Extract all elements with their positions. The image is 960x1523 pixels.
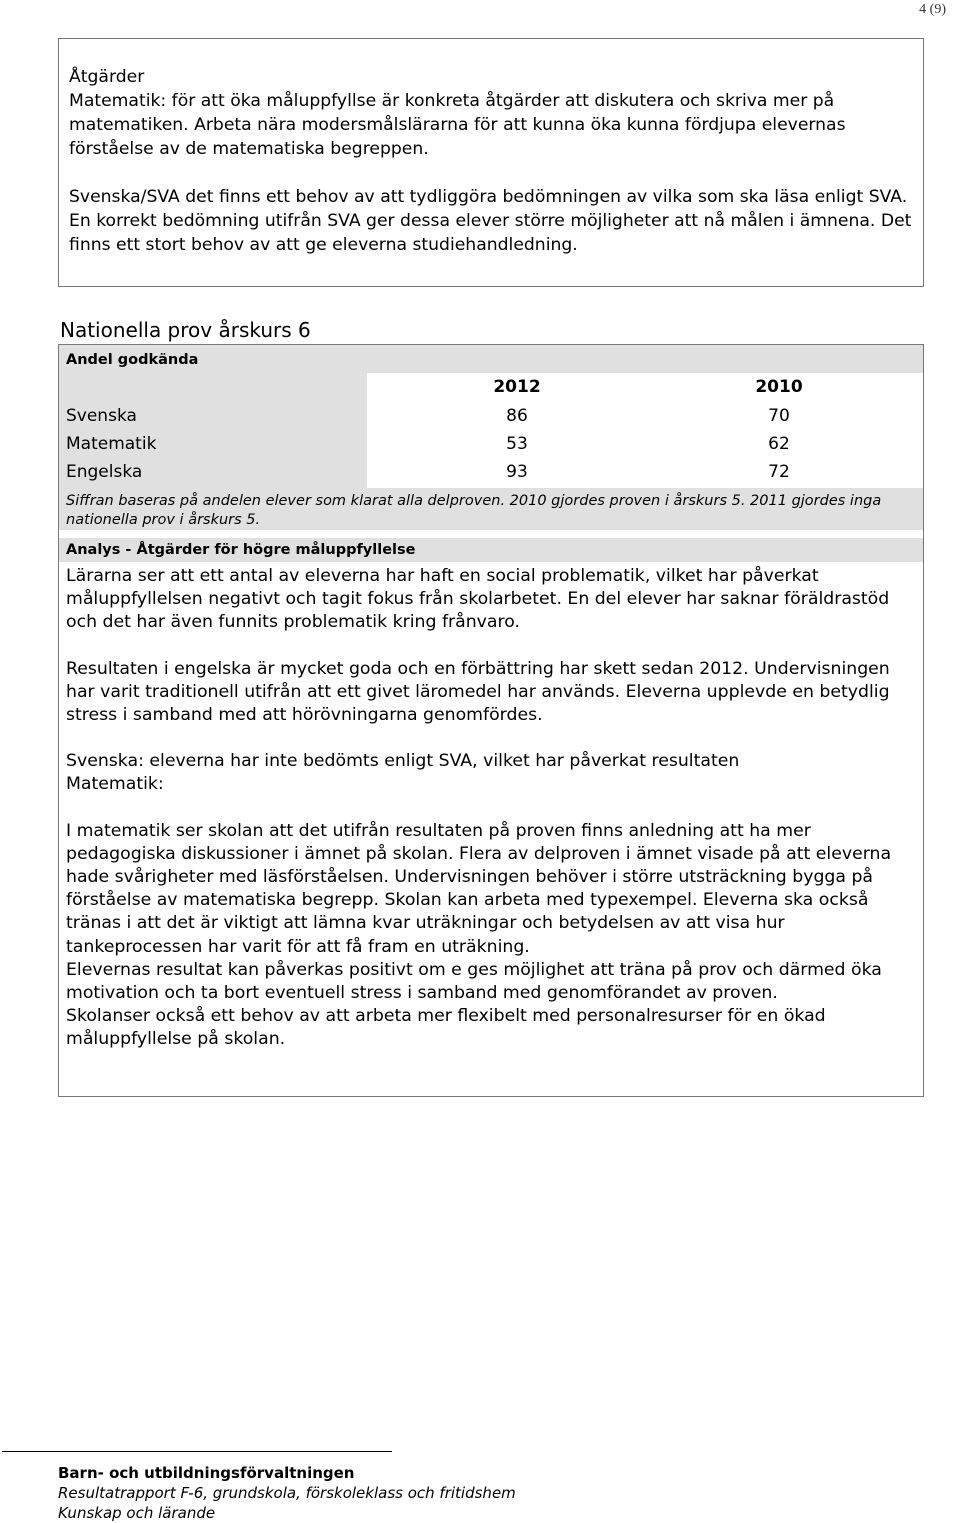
atgarder-box — [58, 38, 924, 287]
nationella-prov-title: Nationella prov årskurs 6 — [60, 318, 311, 342]
analys-paragraph: Lärarna ser att ett antal av eleverna har haft en social problematik, vilket har påverkat måluppfyllelsen negativt och tagit fokus från skolarbetet. En del elever har saknar föräldrastöd och det har även funnits problematik kring frånvaro. — [66, 566, 890, 633]
analys-paragraph: Matematik: — [66, 774, 164, 795]
value-2010: 62 — [768, 434, 790, 454]
analys-paragraph: Skolanser också ett behov av att arbeta mer flexibelt med personalresurser för en ökad måluppfyllelse på skolan. — [66, 1006, 826, 1050]
value-2012: 93 — [506, 462, 528, 482]
atgarder-matematik-text: Matematik: för att öka måluppfyllse är konkreta åtgärder att diskutera och skriva mer på matematiken. Arbeta nära modersmålslärarna för att kunna öka kunna fördjupa elevernas förståelse av de matematiska begreppen. — [69, 91, 846, 159]
year-header: 2012 — [493, 377, 541, 397]
analys-paragraph: Svenska: eleverna har inte bedömts enligt SVA, vilket har påverkat resultaten — [66, 751, 740, 772]
subject-label: Matematik — [66, 434, 157, 454]
page-number: 4 (9) — [919, 2, 946, 17]
atgarder-heading: Åtgärder — [69, 67, 145, 87]
analys-paragraph: Resultaten i engelska är mycket goda och en förbättring har skett sedan 2012. Undervisningen har varit traditionell utifrån att ett givet läromedel har används. Eleverna upplevde en betydlig stress i samband med att hörövningarna genomfördes. — [66, 658, 890, 726]
analys-paragraph: Elevernas resultat kan påverkas positivt om e ges möjlighet att träna på prov och därmed öka motivation och ta bort eventuell stress i samband med genomförandet av proven. — [66, 959, 882, 1004]
atgarder-svenska-text: Svenska/SVA det finns ett behov av att tydliggöra bedömningen av vilka som ska läsa enligt SVA. En korrekt bedömning utifrån SVA ger dessa elever större möjligheter att nå målen i ämnena. Det finns ett stort behov av att ge eleverna studiehandledning. — [69, 187, 912, 255]
analys-body — [66, 565, 916, 1052]
subject-label: Engelska — [66, 462, 143, 482]
footer-organization: Barn- och utbildningsförvaltningen — [58, 1464, 355, 1482]
footer-department: Kunskap och lärande — [58, 1504, 216, 1522]
footer-divider — [2, 1451, 392, 1452]
table-header-row — [59, 373, 923, 401]
value-2012: 53 — [506, 434, 528, 454]
year-header: 2010 — [755, 377, 803, 397]
footer-report-title: Resultatrapport F-6, grundskola, förskoleklass och fritidshem — [58, 1484, 516, 1502]
table-row — [59, 458, 923, 486]
nationella-prov-box — [58, 344, 924, 1097]
table-note: Siffran baseras på andelen elever som klarat alla delproven. 2010 gjordes proven i årskurs 5. 2011 gjordes inga nationella prov i årskurs 5. — [59, 488, 923, 530]
value-2010: 72 — [768, 462, 790, 482]
value-2010: 70 — [768, 406, 790, 426]
analys-heading: Analys - Åtgärder för högre måluppfyllelse — [59, 538, 923, 562]
analys-paragraph: I matematik ser skolan att det utifrån resultaten på proven finns anledning att ha mer pedagogiska diskussioner i ämnet på skolan. Flera av delproven i ämnet visade på att eleverna hade svårigheter med läsförståelsen. Undervisningen behöver i större utsträckning bygga på förståelse av matematiska begrepp. Skolan kan arbeta med typexempel. Eleverna ska också tränas i att det är viktigt att lämna kvar uträkningar och betydelsen av att visa hur tankeprocessen har varit för att få fram en uträkning. — [66, 820, 892, 957]
footer — [58, 1463, 516, 1523]
table-row — [59, 402, 923, 430]
andel-godkanda-label: Andel godkända — [59, 345, 923, 373]
value-2012: 86 — [506, 406, 528, 426]
subject-label: Svenska — [66, 406, 137, 426]
table-row — [59, 430, 923, 458]
